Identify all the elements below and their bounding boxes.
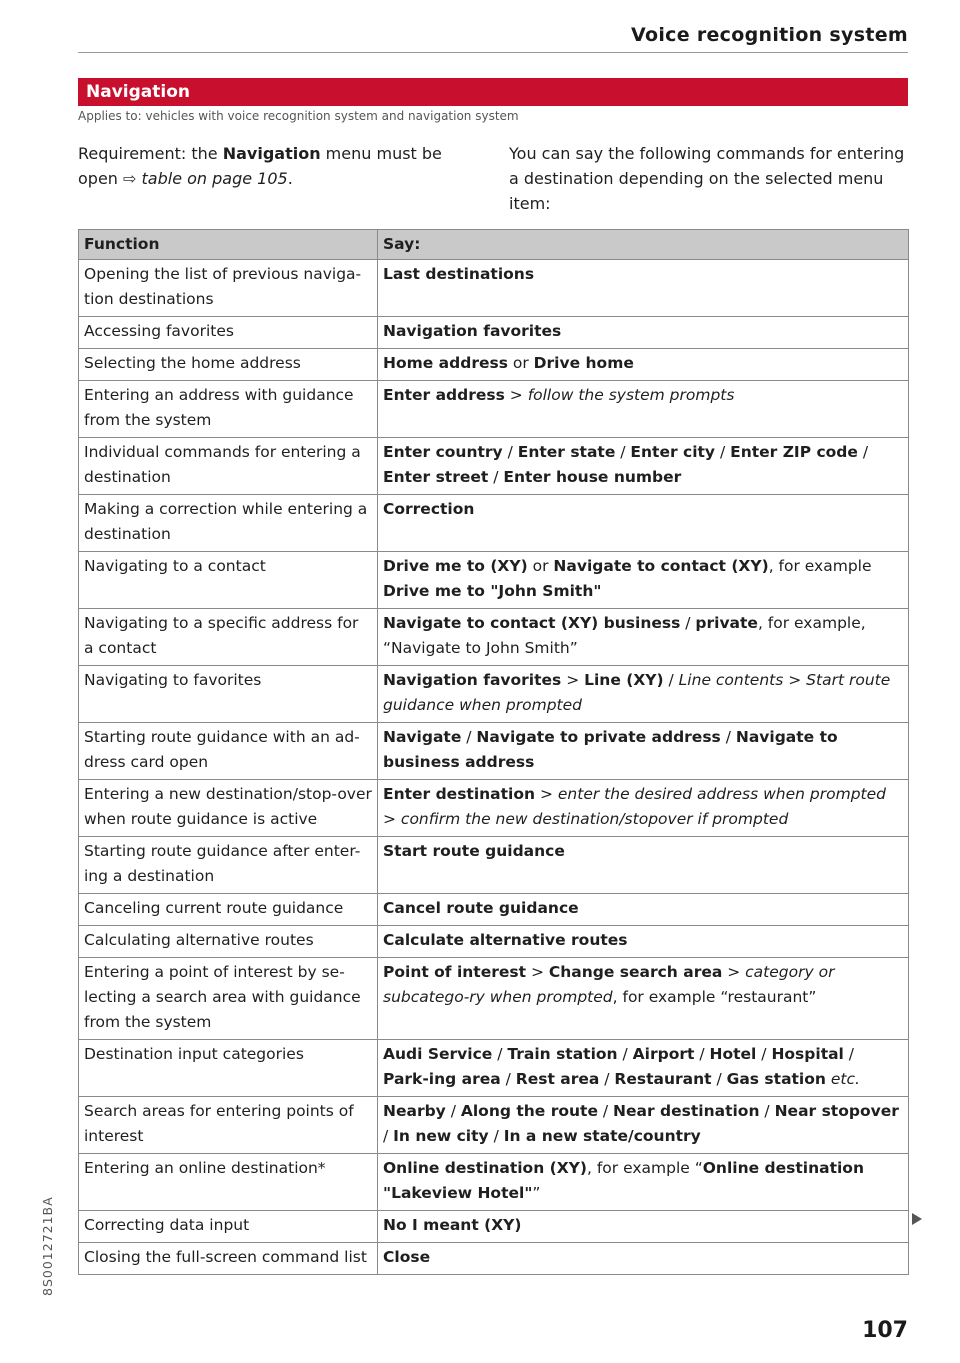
- command-phrase: Calculate alternative routes: [383, 931, 628, 949]
- table-row: [79, 780, 909, 837]
- connector-text: >: [383, 810, 401, 828]
- command-phrase: Navigate to contact (XY) business: [383, 614, 681, 632]
- table-row: [79, 438, 909, 495]
- table-row: [79, 958, 909, 1040]
- connector-text: /: [663, 671, 679, 689]
- command-phrase: Online destination (XY): [383, 1159, 587, 1177]
- command-phrase: Enter street: [383, 468, 489, 486]
- connector-text: , for example “: [586, 1159, 703, 1177]
- table-row: [79, 552, 909, 609]
- command-phrase: Restaurant: [614, 1070, 712, 1088]
- function-cell: Making a correction while entering a destination: [79, 495, 378, 552]
- instruction-text: Start route guidance when prompted: [383, 671, 891, 714]
- say-cell: [378, 958, 909, 1040]
- connector-text: /: [461, 728, 477, 746]
- connector-text: /: [615, 443, 631, 461]
- say-cell: [378, 260, 909, 317]
- command-phrase: Enter state: [517, 443, 616, 461]
- say-cell: [378, 609, 909, 666]
- say-cell: [378, 438, 909, 495]
- command-phrase: Gas station: [726, 1070, 826, 1088]
- applies-to-note: Applies to: vehicles with voice recognition system and navigation system: [78, 109, 519, 123]
- table-row: [79, 381, 909, 438]
- command-phrase: Navigate to business address: [383, 728, 838, 771]
- function-cell: Closing the full-screen command list: [79, 1243, 378, 1275]
- function-cell: Accessing favorites: [79, 317, 378, 349]
- connector-text: /: [500, 1070, 516, 1088]
- command-phrase: Cancel route guidance: [383, 899, 579, 917]
- connector-text: /: [843, 1045, 855, 1063]
- command-phrase: Line (XY): [584, 671, 664, 689]
- connector-text: /: [694, 1045, 710, 1063]
- command-phrase: Correction: [383, 500, 475, 518]
- function-cell: Individual commands for entering a destination: [79, 438, 378, 495]
- connector-text: >: [722, 963, 746, 981]
- command-phrase: Enter ZIP code: [730, 443, 858, 461]
- running-title: Voice recognition system: [631, 24, 908, 46]
- table-row: [79, 837, 909, 894]
- function-cell: Entering a point of interest by se-lecting a search area with guidance from the system: [79, 958, 378, 1040]
- command-phrase: Hotel: [709, 1045, 757, 1063]
- function-cell: Selecting the home address: [79, 349, 378, 381]
- instruction-text: category or subcatego-ry when prompted: [383, 963, 835, 1006]
- say-cell: [378, 666, 909, 723]
- command-phrase: Last destinations: [383, 265, 535, 283]
- function-cell: Entering an address with guidance from the system: [79, 381, 378, 438]
- command-phrase: Close: [383, 1248, 431, 1266]
- document-code: 8S0012721BA: [40, 1196, 55, 1296]
- connector-text: or: [507, 354, 534, 372]
- connector-text: /: [720, 728, 736, 746]
- command-phrase: Rest area: [515, 1070, 600, 1088]
- command-phrase: Near stopover: [774, 1102, 899, 1120]
- connector-text: , for example, “Navigate to John Smith”: [383, 614, 866, 657]
- function-cell: Destination input categories: [79, 1040, 378, 1097]
- function-cell: Entering an online destination*: [79, 1154, 378, 1211]
- function-cell: Starting route guidance with an ad-dress card open: [79, 723, 378, 780]
- command-phrase: Navigation favorites: [383, 671, 562, 689]
- connector-text: /: [599, 1070, 615, 1088]
- connector-text: /: [617, 1045, 633, 1063]
- table-row: [79, 666, 909, 723]
- command-phrase: Along the route: [460, 1102, 598, 1120]
- say-cell: [378, 1211, 909, 1243]
- section-title-bar: [78, 78, 908, 106]
- connector-text: ”: [532, 1184, 541, 1202]
- instruction-text: confirm the new destination/stopover if prompted: [400, 810, 789, 828]
- table-row: [79, 1154, 909, 1211]
- voice-commands-table: [78, 229, 909, 1275]
- function-cell: Calculating alternative routes: [79, 926, 378, 958]
- command-phrase: Enter house number: [503, 468, 682, 486]
- say-cell: [378, 894, 909, 926]
- connector-text: or: [527, 557, 554, 575]
- instruction-text: enter the desired address when prompted: [557, 785, 886, 803]
- command-phrase: Enter country: [383, 443, 503, 461]
- instruction-text: etc.: [830, 1070, 860, 1088]
- command-phrase: Hospital: [771, 1045, 844, 1063]
- command-phrase: In a new state/country: [503, 1127, 701, 1145]
- page-number: 107: [862, 1318, 908, 1343]
- connector-text: /: [488, 468, 504, 486]
- command-phrase: Home address: [383, 354, 508, 372]
- connector-text: /: [759, 1102, 775, 1120]
- function-cell: Canceling current route guidance: [79, 894, 378, 926]
- connector-text: /: [715, 443, 731, 461]
- function-cell: Navigating to a contact: [79, 552, 378, 609]
- requirement-end: .: [287, 169, 293, 188]
- say-cell: [378, 1097, 909, 1154]
- table-row: [79, 609, 909, 666]
- table-row: [79, 1211, 909, 1243]
- function-cell: Search areas for entering points of interest: [79, 1097, 378, 1154]
- instruction-text: follow the system prompts: [527, 386, 735, 404]
- connector-text: /: [680, 614, 696, 632]
- function-cell: Navigating to favorites: [79, 666, 378, 723]
- connector-text: >: [526, 963, 549, 981]
- table-row: [79, 894, 909, 926]
- table-row: [79, 260, 909, 317]
- connector-text: /: [383, 1127, 394, 1145]
- say-cell: [378, 926, 909, 958]
- command-phrase: Park-ing area: [383, 1070, 501, 1088]
- command-phrase: Navigation favorites: [383, 322, 562, 340]
- requirement-paragraph: [78, 141, 458, 191]
- connector-text: >: [783, 671, 807, 689]
- function-cell: Correcting data input: [79, 1211, 378, 1243]
- command-phrase: In new city: [393, 1127, 489, 1145]
- instruction-text: Line contents: [678, 671, 784, 689]
- command-phrase: Train station: [507, 1045, 618, 1063]
- say-cell: [378, 552, 909, 609]
- command-phrase: Audi Service: [383, 1045, 493, 1063]
- cross-reference-arrow-icon: ⇨: [123, 169, 137, 188]
- command-phrase: Drive me to "John Smith": [383, 582, 602, 600]
- say-cell: [378, 1154, 909, 1211]
- requirement-middle: menu must be open: [78, 144, 442, 188]
- connector-text: , for example “restaurant”: [612, 988, 817, 1006]
- say-cell: [378, 317, 909, 349]
- table-row: [79, 926, 909, 958]
- table-body: [79, 260, 909, 1275]
- header-divider: [78, 52, 908, 53]
- command-phrase: Start route guidance: [383, 842, 565, 860]
- function-cell: Navigating to a specific address for a contact: [79, 609, 378, 666]
- connector-text: , for example: [768, 557, 872, 575]
- command-phrase: Nearby: [383, 1102, 446, 1120]
- table-row: [79, 349, 909, 381]
- connector-text: /: [445, 1102, 461, 1120]
- table-row: [79, 495, 909, 552]
- requirement-menu-name: Navigation: [222, 144, 321, 163]
- connector-text: /: [502, 443, 518, 461]
- connector-text: /: [492, 1045, 508, 1063]
- command-phrase: Drive me to (XY): [383, 557, 528, 575]
- table-row: [79, 723, 909, 780]
- table-row: [79, 317, 909, 349]
- connector-text: /: [756, 1045, 772, 1063]
- section-title: Navigation: [86, 82, 190, 102]
- table-row: [79, 1040, 909, 1097]
- connector-text: /: [597, 1102, 614, 1120]
- table-row: [79, 1097, 909, 1154]
- command-phrase: Enter address: [383, 386, 505, 404]
- triangle-right-icon: [912, 1213, 922, 1225]
- requirement-prefix: Requirement: the: [78, 144, 223, 163]
- connector-text: /: [857, 443, 869, 461]
- connector-text: /: [711, 1070, 727, 1088]
- function-cell: Entering a new destination/stop-over when route guidance is active: [79, 780, 378, 837]
- command-phrase: Change search area: [548, 963, 723, 981]
- connector-text: >: [504, 386, 528, 404]
- commands-intro-paragraph: You can say the following commands for entering a destination depending on the selected menu item:: [509, 144, 905, 213]
- command-phrase: Near destination: [613, 1102, 760, 1120]
- command-phrase: Navigate: [383, 728, 462, 746]
- table-cross-reference-link[interactable]: table on page 105: [136, 169, 288, 188]
- table-header-row: [79, 230, 909, 260]
- command-phrase: Navigate to contact (XY): [553, 557, 769, 575]
- command-phrase: private: [695, 614, 758, 632]
- say-cell: [378, 349, 909, 381]
- voice-commands-table-container: [78, 229, 908, 1275]
- table-row: [79, 1243, 909, 1275]
- command-phrase: Navigate to private address: [476, 728, 721, 746]
- command-phrase: Airport: [632, 1045, 695, 1063]
- say-cell: [378, 780, 909, 837]
- connector-text: /: [488, 1127, 504, 1145]
- command-phrase: Point of interest: [383, 963, 527, 981]
- say-cell: [378, 381, 909, 438]
- header-say: Say:: [378, 230, 909, 260]
- header-function: Function: [79, 230, 378, 260]
- command-phrase: Online destination "Lakeview Hotel": [383, 1159, 864, 1202]
- say-cell: [378, 1040, 909, 1097]
- function-cell: Starting route guidance after enter-ing a destination: [79, 837, 378, 894]
- say-cell: [378, 1243, 909, 1275]
- connector-text: >: [535, 785, 558, 803]
- command-phrase: No I meant (XY): [383, 1216, 522, 1234]
- say-cell: [378, 495, 909, 552]
- say-cell: [378, 723, 909, 780]
- say-cell: [378, 837, 909, 894]
- command-phrase: Enter city: [630, 443, 716, 461]
- command-phrase: Drive home: [533, 354, 634, 372]
- connector-text: >: [561, 671, 585, 689]
- function-cell: Opening the list of previous naviga-tion destinations: [79, 260, 378, 317]
- command-phrase: Enter destination: [383, 785, 536, 803]
